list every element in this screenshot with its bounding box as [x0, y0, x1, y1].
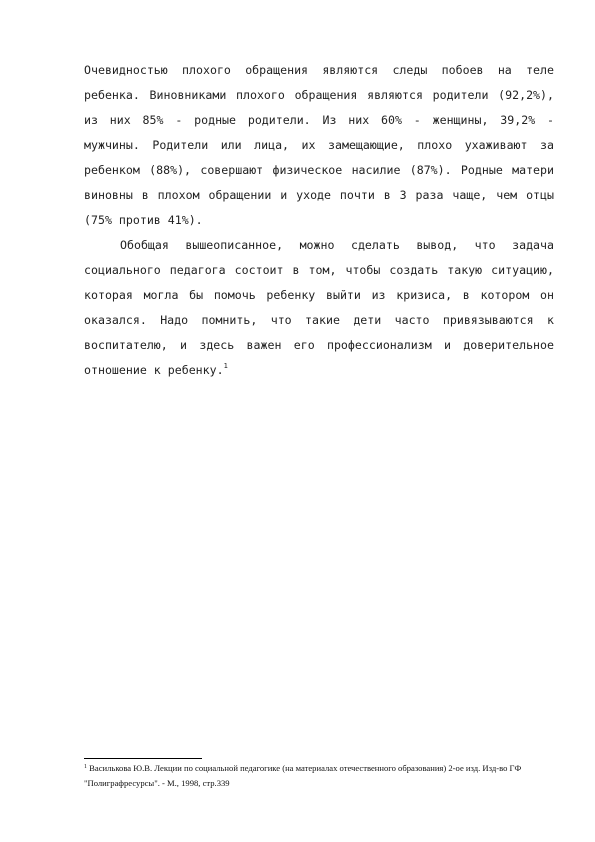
footnote-text: Василькова Ю.В. Лекции по социальной педагогике (на материалах отечественного образования) 2-ое изд. Изд-во ГФ "Полиграфресурсы". - М., 1998, стр.339	[84, 763, 522, 788]
footnote	[84, 761, 554, 791]
footnote-number: 1	[84, 764, 87, 770]
paragraph-conclusion	[84, 233, 554, 383]
footnote-entry	[84, 761, 554, 791]
paragraph-text: Обобщая вышеописанное, можно сделать вывод, что задача социального педагога состоит в том, чтобы создать такую ситуацию, которая могла бы помочь ребенку выйти из кризиса, в котором он оказался. Надо помнить, что такие дети часто привязываются к воспитателю, и здесь важен его профессионализм и доверительное отношение к ребенку.	[84, 238, 554, 377]
footnote-reference[interactable]: 1	[223, 362, 228, 370]
paragraph-text: Очевидностью плохого обращения являются следы побоев на теле ребенка. Виновниками плохого обращения являются родители (92,2%), из них 85% - родные родители. Из них 60% - женщины, 39,2% - мужчины. Родители или лица, их замещающие, плохо ухаживают за ребенком (88%), совершают физическое насилие (87%). Родные матери виновны в плохом обращении и уходе почти в 3 раза чаще, чем отцы (75% против 41%).	[84, 63, 554, 227]
paragraph-abuse-statistics	[84, 58, 554, 233]
main-text	[84, 58, 554, 383]
footnote-separator	[84, 758, 202, 759]
